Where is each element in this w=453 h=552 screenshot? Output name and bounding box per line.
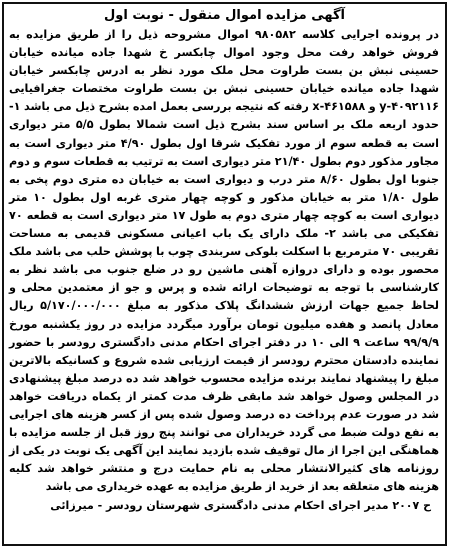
notice-footer: ح ۲۰۰۷ مدیر اجرای احکام مدنی دادگستری شهرستان رودسر - میرزائی [50,499,431,513]
auction-notice [2,2,447,546]
notice-body: در پرونده اجرایی کلاسه ۹۸۰۵۸۲ اموال مشروحه ذیل را از طریق مزایده به فروش خواهد رفت محل وجود اموال چابکسر خ شهدا جاده میانده خیابان حسینی نبش بن بست طراوت محل ملک مورد نظر به ادرس چابکسر خیابان شهدا جاده میانده خیابان حسینی نبش بن بست طراوت مختصات جغرافیایی y-۴۰۹۲۱۱۶ و ۴۶۱۵۸۸-x رفته که نتیجه بررسی بعمل امده بشرح ذیل می باشد ۱- حدود اربعه ملک بر اساس سند بشرح ذیل است شمالا بطول ۵/۵ متر دیواری است به قطعه سوم از مورد تفکیک شرقا اول بطول ۴/۹۰ متر دیواری است به مجاور مذکور دوم بطول ۲۱/۴۰ متر دیواری است به ترتیب به قطعات سوم و دوم جنوبا اول بطول ۸/۶۰ متر درب و دیواری است به خیابان ده متری دوم پخی به طول ۱/۸۰ متر به خیابان مذکور و کوچه چهار متری غربه اول بطول ۱۰ متر دیواری است به کوچه چهار متری دوم به طول ۱۷ متر دیواری است به قطعه ۷۰ تفکیکی می باشد ۲- ملک دارای یک باب اعیانی مسکونی قدیمی به مساحت تقریبی ۷۰ مترمربع با اسکلت بلوکی سربندی چوب با پوشش حلب می باشد ملک محصور بوده و دارای دروازه آهنی ماشین رو در ضلع جنوب می باشد نظر به کارشناسی با توجه به توضیحات ارائه شده و پرس و جو از معتمدین محلی و لحاظ جمیع جهات ارزش ششدانگ پلاک مذکور به مبلغ ۵/۱۷۰/۰۰۰/۰۰۰ ریال معادل پانصد و هفده میلیون تومان برآورد میگردد مزایده در روز یکشنبه مورخ ۹۹/۹/۹ ساعت ۹ الی ۱۰ در دفتر اجرای احکام مدنی دادگستری رودسر با حضور نماینده دادستان محترم رودسر از قیمت ارزیابی شده شروع و کسانیکه بالاترین مبلغ را پیشنهاد نمایند برنده مزایده محسوب خواهد شد ده درصد مبلغ پیشنهادی در المجلس وصول خواهد شد مابقی ظرف مدت کمتر از یکماه دریافت خواهد شد در صورت عدم پرداخت ده درصد وصول شده پس از کسر هزینه های اجرایی به نفع دولت ضبط می گردد خریداران می توانند پنج روز قبل از جلسه مزایده با هماهنگی این اجرا از مال توقیف شده بازدید نمایند این آگهی یک نوبت در یکی از روزنامه های کثیرالانتشار محلی به نام حمایت درج و منتشر خواهد شد کلیه هزینه های متعلقه بعد از خرید از طریق مزایده به عهده خریداری می باشد [9,28,440,494]
notice-title: آگهی مزایده اموال منقول - نوبت اول [104,8,345,23]
